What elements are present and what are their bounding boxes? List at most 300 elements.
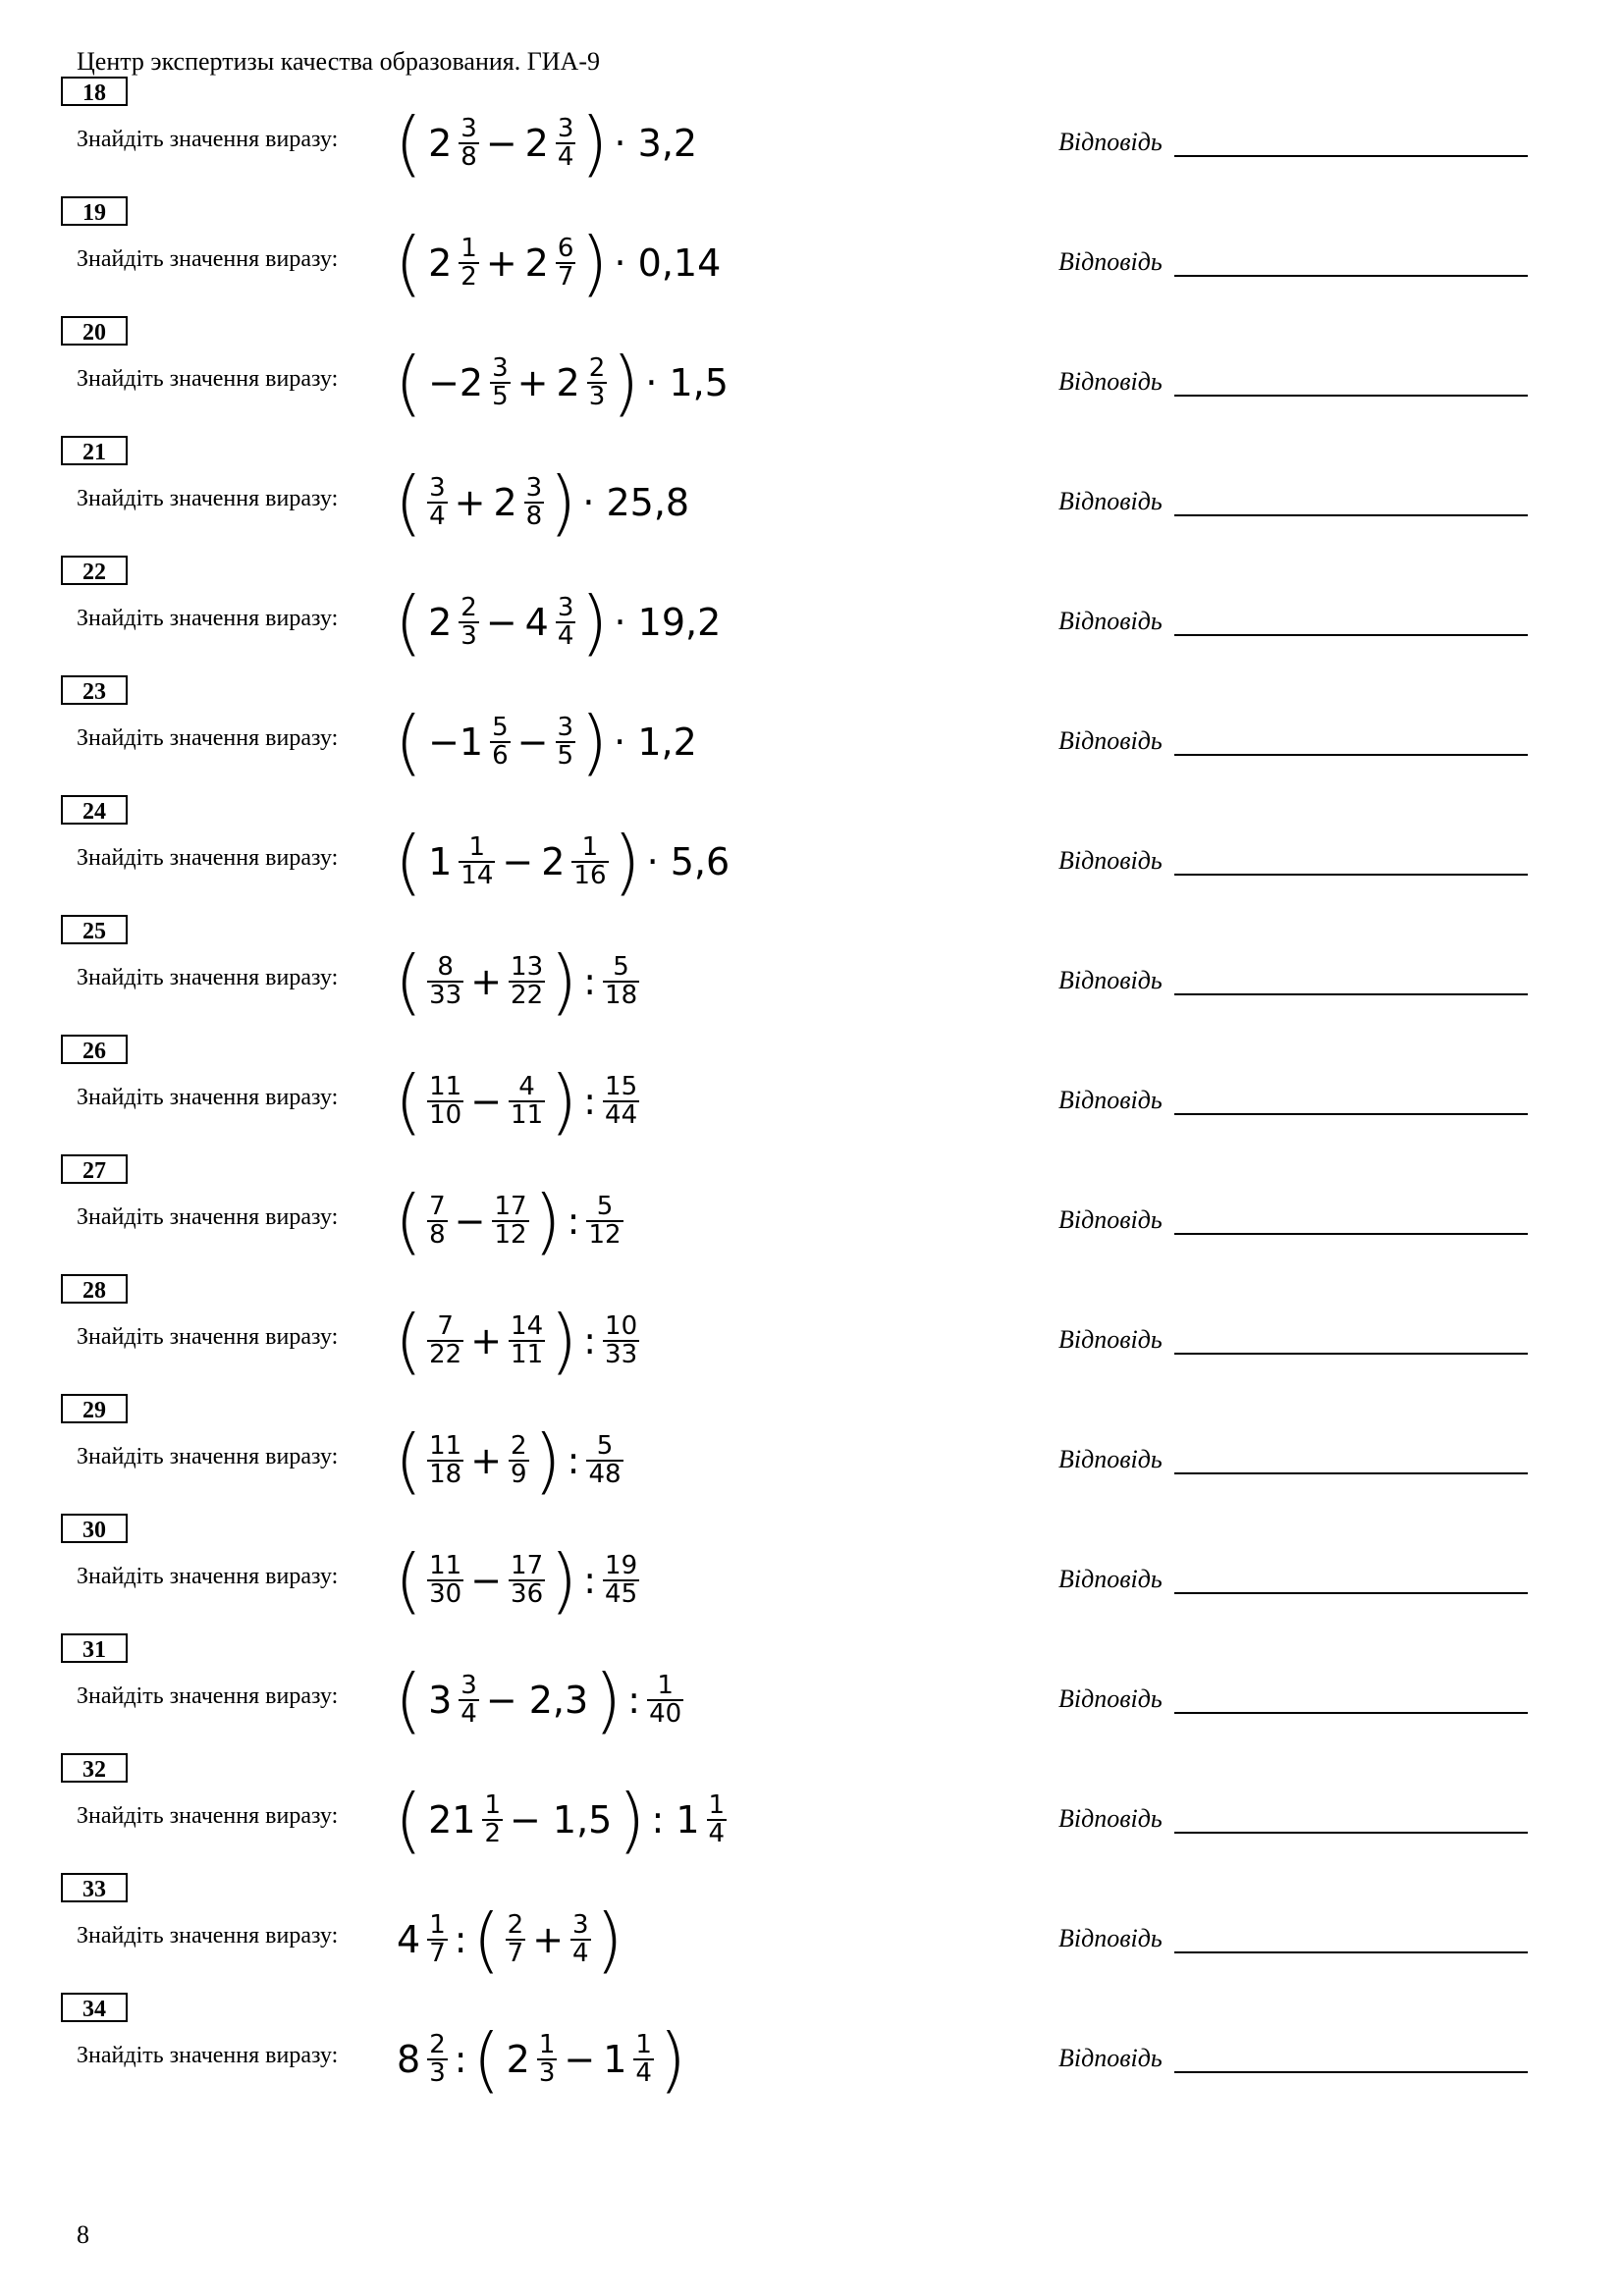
- fraction: [506, 1909, 526, 1968]
- task-number: 23: [61, 675, 128, 705]
- parenthesis: ): [612, 342, 640, 424]
- denominator: 7: [507, 1939, 524, 1968]
- fraction: [509, 1550, 545, 1609]
- numerator: 2: [429, 2029, 446, 2059]
- task-34: [0, 1993, 1624, 2112]
- expression-term: −2: [428, 361, 484, 404]
- expression-term: 4: [397, 1918, 421, 1961]
- task-prompt: Знайдіть значення виразу:: [77, 127, 339, 152]
- expression-term: 2: [524, 241, 549, 285]
- denominator: 22: [511, 981, 544, 1010]
- task-prompt: Знайдіть значення виразу:: [77, 1444, 339, 1469]
- fraction: [490, 712, 511, 771]
- task-19: [0, 196, 1624, 316]
- answer-line[interactable]: [1174, 1592, 1528, 1594]
- denominator: 3: [588, 382, 606, 411]
- expression-term: 1: [428, 840, 453, 883]
- denominator: 3: [429, 2058, 446, 2088]
- fraction: [603, 951, 639, 1010]
- parenthesis: ): [580, 581, 609, 664]
- numerator: 2: [460, 592, 477, 622]
- task-prompt: Знайдіть значення виразу:: [77, 366, 339, 392]
- task-33: [0, 1873, 1624, 1993]
- denominator: 4: [557, 621, 574, 651]
- numerator: 1: [708, 1789, 726, 1820]
- denominator: 33: [429, 981, 462, 1010]
- answer-line[interactable]: [1174, 155, 1528, 157]
- fraction: [707, 1789, 728, 1848]
- parenthesis: ): [533, 1419, 562, 1502]
- fraction: [492, 1191, 528, 1250]
- expression-term: 21: [428, 1798, 476, 1842]
- numerator: 4: [518, 1071, 535, 1101]
- numerator: 14: [511, 1310, 544, 1341]
- answer-line[interactable]: [1174, 1113, 1528, 1115]
- task-number: 25: [61, 915, 128, 944]
- answer-line[interactable]: [1174, 634, 1528, 636]
- denominator: 3: [538, 2058, 556, 2088]
- expression-term: 2: [556, 361, 580, 404]
- parenthesis: (: [395, 701, 423, 783]
- numerator: 8: [437, 951, 454, 982]
- answer-line[interactable]: [1174, 1353, 1528, 1355]
- parenthesis: ): [618, 1779, 646, 1861]
- fraction: [427, 2029, 448, 2088]
- denominator: 33: [605, 1340, 638, 1369]
- expression-term: 2: [428, 241, 453, 285]
- task-prompt: Знайдіть значення виразу:: [77, 1803, 339, 1829]
- expression-term: 2: [524, 122, 549, 165]
- math-expression: [393, 2012, 688, 2107]
- denominator: 6: [492, 741, 509, 771]
- expression-term: +: [470, 1319, 503, 1362]
- task-prompt: Знайдіть значення виразу:: [77, 1204, 339, 1230]
- fraction: [427, 1310, 463, 1369]
- answer-label: Відповідь: [1058, 726, 1163, 755]
- fraction: [556, 113, 576, 172]
- parenthesis: (: [395, 1539, 423, 1622]
- expression-term: 2: [506, 2038, 530, 2081]
- task-number: 30: [61, 1514, 128, 1543]
- numerator: 2: [588, 352, 606, 383]
- fraction: [570, 1909, 591, 1968]
- expression-term: · 25,8: [582, 481, 690, 524]
- answer-line[interactable]: [1174, 1233, 1528, 1235]
- denominator: 48: [588, 1460, 622, 1489]
- expression-term: · 19,2: [614, 601, 722, 644]
- denominator: 16: [573, 861, 607, 890]
- numerator: 10: [605, 1310, 638, 1341]
- numerator: 3: [572, 1909, 589, 1940]
- fraction: [587, 352, 608, 411]
- fraction: [586, 1430, 623, 1489]
- answer-line[interactable]: [1174, 2071, 1528, 2073]
- numerator: 7: [429, 1191, 446, 1221]
- expression-term: 2: [428, 601, 453, 644]
- task-25: [0, 915, 1624, 1035]
- numerator: 3: [460, 1670, 477, 1700]
- expression-term: 2: [493, 481, 517, 524]
- numerator: 11: [429, 1550, 462, 1580]
- fraction: [571, 831, 608, 890]
- expression-term: +: [454, 481, 486, 524]
- expression-term: :: [627, 1679, 641, 1722]
- denominator: 3: [460, 621, 477, 651]
- expression-term: :: [567, 1439, 580, 1482]
- parenthesis: ): [580, 222, 609, 304]
- numerator: 19: [605, 1550, 638, 1580]
- page-number: 8: [77, 2220, 89, 2249]
- fraction: [586, 1191, 623, 1250]
- parenthesis: (: [395, 1180, 423, 1262]
- expression-term: −: [502, 840, 534, 883]
- parenthesis: (: [472, 1898, 501, 1981]
- math-expression: [393, 1893, 625, 1987]
- expression-term: 8: [397, 2038, 421, 2081]
- answer-label: Відповідь: [1058, 2044, 1163, 2072]
- denominator: 5: [492, 382, 509, 411]
- parenthesis: ): [580, 701, 609, 783]
- fraction: [482, 1789, 503, 1848]
- fraction: [603, 1550, 639, 1609]
- denominator: 30: [429, 1579, 462, 1609]
- fraction: [459, 592, 479, 651]
- denominator: 4: [572, 1939, 589, 1968]
- numerator: 11: [429, 1071, 462, 1101]
- math-expression: [393, 575, 725, 669]
- denominator: 18: [429, 1460, 462, 1489]
- task-number: 24: [61, 795, 128, 825]
- expression-term: :: [583, 960, 597, 1003]
- fraction: [427, 1430, 463, 1489]
- expression-term: +: [470, 1439, 503, 1482]
- parenthesis: (: [395, 1419, 423, 1502]
- answer-label: Відповідь: [1058, 846, 1163, 875]
- parenthesis: (: [395, 581, 423, 664]
- numerator: 1: [657, 1670, 674, 1700]
- task-number: 33: [61, 1873, 128, 1902]
- numerator: 5: [596, 1191, 614, 1221]
- parenthesis: (: [395, 102, 423, 185]
- fraction: [459, 1670, 479, 1729]
- math-expression: [393, 1054, 642, 1148]
- task-prompt: Знайдіть значення виразу:: [77, 606, 339, 631]
- denominator: 18: [605, 981, 638, 1010]
- fraction: [427, 1909, 448, 1968]
- parenthesis: ): [595, 1898, 623, 1981]
- parenthesis: (: [395, 1060, 423, 1143]
- numerator: 6: [557, 233, 574, 263]
- numerator: 13: [511, 951, 544, 982]
- expression-term: · 1,2: [614, 721, 697, 764]
- answer-line[interactable]: [1174, 1951, 1528, 1953]
- task-prompt: Знайдіть значення виразу:: [77, 246, 339, 272]
- fraction: [556, 712, 576, 771]
- expression-term: +: [516, 361, 549, 404]
- math-expression: [393, 1773, 730, 1867]
- denominator: 9: [511, 1460, 527, 1489]
- parenthesis: (: [395, 1300, 423, 1382]
- denominator: 12: [588, 1220, 622, 1250]
- expression-term: · 1,5: [645, 361, 729, 404]
- task-number: 19: [61, 196, 128, 226]
- answer-label: Відповідь: [1058, 1565, 1163, 1593]
- fraction: [509, 1310, 545, 1369]
- denominator: 11: [511, 1340, 544, 1369]
- fraction: [556, 233, 576, 292]
- answer-label: Відповідь: [1058, 487, 1163, 515]
- task-number: 28: [61, 1274, 128, 1304]
- parenthesis: ): [550, 1300, 578, 1382]
- denominator: 4: [635, 2058, 652, 2088]
- task-number: 18: [61, 77, 128, 106]
- task-23: [0, 675, 1624, 795]
- expression-term: :: [567, 1200, 580, 1243]
- math-expression: [393, 934, 642, 1029]
- task-22: [0, 556, 1624, 675]
- denominator: 11: [511, 1100, 544, 1130]
- task-21: [0, 436, 1624, 556]
- expression-term: −: [470, 1559, 503, 1602]
- fraction: [459, 113, 479, 172]
- expression-term: −: [454, 1200, 486, 1243]
- numerator: 3: [557, 592, 574, 622]
- math-expression: [393, 1653, 686, 1747]
- fraction: [490, 352, 511, 411]
- numerator: 1: [538, 2029, 556, 2059]
- task-31: [0, 1633, 1624, 1753]
- answer-label: Відповідь: [1058, 1924, 1163, 1952]
- math-expression: [393, 695, 701, 789]
- parenthesis: ): [550, 940, 578, 1023]
- expression-term: 1: [603, 2038, 627, 2081]
- math-expression: [393, 216, 725, 310]
- task-30: [0, 1514, 1624, 1633]
- expression-term: −: [516, 721, 549, 764]
- parenthesis: (: [472, 2018, 501, 2101]
- denominator: 2: [460, 262, 477, 292]
- parenthesis: ): [613, 821, 641, 903]
- math-expression: [393, 1294, 642, 1388]
- fraction: [509, 1430, 529, 1489]
- answer-label: Відповідь: [1058, 1205, 1163, 1234]
- task-number: 31: [61, 1633, 128, 1663]
- task-prompt: Знайдіть значення виразу:: [77, 486, 339, 511]
- answer-line[interactable]: [1174, 275, 1528, 277]
- parenthesis: (: [395, 821, 423, 903]
- task-prompt: Знайдіть значення виразу:: [77, 1923, 339, 1949]
- expression-term: − 1,5: [510, 1798, 613, 1842]
- denominator: 2: [484, 1819, 501, 1848]
- numerator: 5: [596, 1430, 614, 1461]
- answer-label: Відповідь: [1058, 128, 1163, 156]
- numerator: 11: [429, 1430, 462, 1461]
- expression-term: · 3,2: [614, 122, 698, 165]
- denominator: 7: [557, 262, 574, 292]
- fraction: [427, 1191, 448, 1250]
- answer-label: Відповідь: [1058, 607, 1163, 635]
- task-number: 21: [61, 436, 128, 465]
- denominator: 8: [429, 1220, 446, 1250]
- parenthesis: (: [395, 940, 423, 1023]
- denominator: 36: [511, 1579, 544, 1609]
- expression-term: − 2,3: [485, 1679, 589, 1722]
- parenthesis: (: [395, 1779, 423, 1861]
- expression-term: 4: [524, 601, 549, 644]
- expression-term: +: [485, 241, 517, 285]
- expression-term: −: [485, 601, 517, 644]
- answer-line[interactable]: [1174, 1712, 1528, 1714]
- task-number: 22: [61, 556, 128, 585]
- answer-label: Відповідь: [1058, 247, 1163, 276]
- answer-label: Відповідь: [1058, 1445, 1163, 1473]
- task-number: 34: [61, 1993, 128, 2022]
- expression-term: · 0,14: [614, 241, 722, 285]
- task-number: 20: [61, 316, 128, 346]
- task-number: 27: [61, 1154, 128, 1184]
- numerator: 1: [581, 831, 599, 862]
- expression-term: 3: [428, 1679, 453, 1722]
- task-18: [0, 77, 1624, 196]
- answer-label: Відповідь: [1058, 1086, 1163, 1114]
- task-32: [0, 1753, 1624, 1873]
- task-number: 26: [61, 1035, 128, 1064]
- math-expression: [393, 1414, 626, 1508]
- math-expression: [393, 336, 732, 430]
- task-prompt: Знайдіть значення виразу:: [77, 1683, 339, 1709]
- denominator: 4: [557, 142, 574, 172]
- answer-line[interactable]: [1174, 395, 1528, 397]
- fraction: [509, 1071, 545, 1130]
- expression-term: :: [583, 1319, 597, 1362]
- task-prompt: Знайдіть значення виразу:: [77, 2043, 339, 2068]
- answer-line[interactable]: [1174, 514, 1528, 516]
- expression-term: 2: [428, 122, 453, 165]
- task-27: [0, 1154, 1624, 1274]
- task-20: [0, 316, 1624, 436]
- numerator: 5: [613, 951, 629, 982]
- expression-term: :: [454, 1918, 467, 1961]
- expression-term: :: [454, 2038, 467, 2081]
- numerator: 3: [557, 113, 574, 143]
- fraction: [459, 831, 495, 890]
- denominator: 44: [605, 1100, 638, 1130]
- fraction: [633, 2029, 654, 2088]
- numerator: 15: [605, 1071, 638, 1101]
- denominator: 8: [525, 502, 543, 531]
- expression-term: −: [470, 1080, 503, 1123]
- answer-label: Відповідь: [1058, 1804, 1163, 1833]
- answer-label: Відповідь: [1058, 1684, 1163, 1713]
- fraction: [459, 233, 479, 292]
- task-prompt: Знайдіть значення виразу:: [77, 725, 339, 751]
- fraction: [427, 951, 463, 1010]
- expression-term: :: [583, 1080, 597, 1123]
- fraction: [647, 1670, 683, 1729]
- task-prompt: Знайдіть значення виразу:: [77, 1564, 339, 1589]
- fraction: [603, 1310, 639, 1369]
- answer-label: Відповідь: [1058, 1325, 1163, 1354]
- denominator: 4: [708, 1819, 726, 1848]
- expression-term: : 1: [651, 1798, 700, 1842]
- numerator: 3: [557, 712, 574, 742]
- fraction: [427, 1071, 463, 1130]
- fraction: [509, 951, 545, 1010]
- numerator: 3: [460, 113, 477, 143]
- expression-term: · 5,6: [646, 840, 731, 883]
- answer-line[interactable]: [1174, 1832, 1528, 1834]
- expression-term: −1: [428, 721, 484, 764]
- expression-term: 2: [541, 840, 566, 883]
- numerator: 3: [429, 472, 446, 503]
- parenthesis: ): [550, 1539, 578, 1622]
- task-prompt: Знайдіть значення виразу:: [77, 965, 339, 990]
- numerator: 1: [635, 2029, 652, 2059]
- denominator: 14: [460, 861, 494, 890]
- numerator: 3: [525, 472, 543, 503]
- parenthesis: (: [395, 461, 423, 544]
- denominator: 8: [460, 142, 477, 172]
- answer-line[interactable]: [1174, 874, 1528, 876]
- denominator: 7: [429, 1939, 446, 1968]
- task-number: 32: [61, 1753, 128, 1783]
- fraction: [524, 472, 545, 531]
- numerator: 17: [494, 1191, 527, 1221]
- numerator: 1: [429, 1909, 446, 1940]
- numerator: 1: [460, 233, 477, 263]
- task-26: [0, 1035, 1624, 1154]
- numerator: 5: [492, 712, 509, 742]
- parenthesis: ): [549, 461, 577, 544]
- parenthesis: (: [395, 222, 423, 304]
- fraction: [603, 1071, 639, 1130]
- math-expression: [393, 96, 701, 190]
- expression-term: +: [470, 960, 503, 1003]
- answer-line[interactable]: [1174, 1472, 1528, 1474]
- fraction: [427, 472, 448, 531]
- page-header: Центр экспертизы качества образования. ГИА-9: [77, 47, 600, 76]
- answer-label: Відповідь: [1058, 367, 1163, 396]
- answer-label: Відповідь: [1058, 966, 1163, 994]
- fraction: [556, 592, 576, 651]
- task-24: [0, 795, 1624, 915]
- fraction: [427, 1550, 463, 1609]
- numerator: 2: [511, 1430, 527, 1461]
- denominator: 40: [649, 1699, 682, 1729]
- denominator: 4: [460, 1699, 477, 1729]
- denominator: 12: [494, 1220, 527, 1250]
- denominator: 10: [429, 1100, 462, 1130]
- parenthesis: ): [580, 102, 609, 185]
- parenthesis: ): [658, 2018, 687, 2101]
- numerator: 3: [492, 352, 509, 383]
- task-prompt: Знайдіть значення виразу:: [77, 1324, 339, 1350]
- parenthesis: ): [550, 1060, 578, 1143]
- answer-line[interactable]: [1174, 754, 1528, 756]
- numerator: 1: [468, 831, 486, 862]
- expression-term: :: [583, 1559, 597, 1602]
- numerator: 7: [437, 1310, 454, 1341]
- fraction: [537, 2029, 558, 2088]
- answer-line[interactable]: [1174, 993, 1528, 995]
- task-prompt: Знайдіть значення виразу:: [77, 1085, 339, 1110]
- task-28: [0, 1274, 1624, 1394]
- task-29: [0, 1394, 1624, 1514]
- numerator: 1: [484, 1789, 501, 1820]
- denominator: 45: [605, 1579, 638, 1609]
- parenthesis: (: [395, 1659, 423, 1741]
- math-expression: [393, 455, 693, 550]
